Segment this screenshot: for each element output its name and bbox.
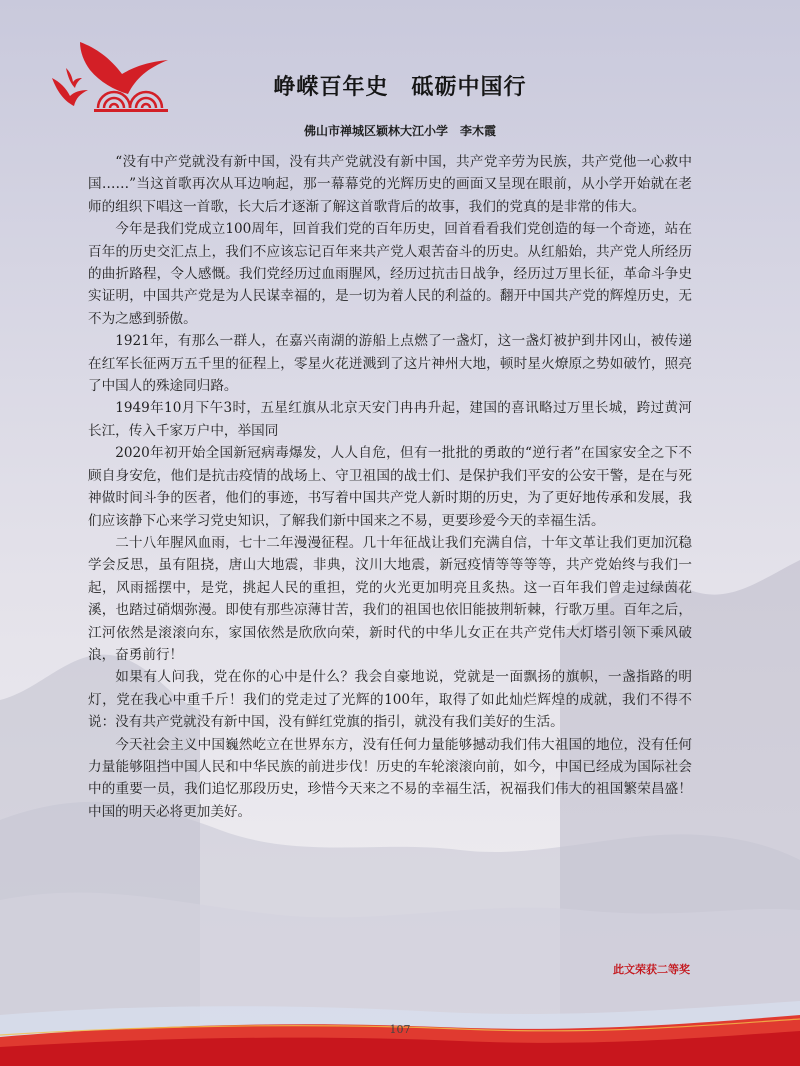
page-number: 107 bbox=[389, 1023, 411, 1036]
paragraph: 如果有人问我，党在你的心中是什么？我会自豪地说，党就是一面飘扬的旗帜，一盏指路的明灯，党在我心中重千斤！我们的党走过了光辉的100年，取得了如此灿烂辉煌的成就，我们不得不说：没有共产党就没有新中国，没有鲜红党旗的指引，就没有我们美好的生活。 bbox=[88, 669, 692, 731]
paragraph: 1949年10月下午3时，五星红旗从北京天安门冉冉升起，建国的喜讯略过万里长城，跨过黄河长江，传入千家万户中，举国同 bbox=[88, 400, 692, 439]
paragraph: 今天社会主义中国巍然屹立在世界东方，没有任何力量能够撼动我们伟大祖国的地位，没有任何力量能够阻挡中国人民和中华民族的前进步伐！历史的车轮滚滚向前，如今，中国已经成为国际社会中的重要一员，我们追忆那段历史，珍惜今天来之不易的幸福生活，祝福我们伟大的祖国繁荣昌盛！中国的明天必将更加美好。 bbox=[88, 736, 692, 820]
paragraph: 今年是我们党成立100周年，回首我们党的百年历史，回首看看我们党创造的每一个奇迹，站在百年的历史交汇点上，我们不应该忘记百年来共产党人艰苦奋斗的历史。从红船始，共产党人所经历的曲折路程，令人感慨。我们党经历过血雨腥风，经历过抗击日战争，经历过万里长征，革命斗争史实证明，中国共产党是为人民谋幸福的，是一切为着人民的利益的。翻开中国共产党的辉煌历史，无不为之感到骄傲。 bbox=[88, 221, 692, 327]
red-wave-band bbox=[0, 975, 800, 1066]
article-title: 峥嵘百年史 砥砺中国行 bbox=[273, 75, 527, 100]
author-byline: 佛山市禅城区颖林大江小学 李木霞 bbox=[303, 124, 496, 138]
paragraph: 1921年，有那么一群人，在嘉兴南湖的游船上点燃了一盏灯，这一盏灯被护到井冈山，被传递在红军长征两万五千里的征程上，零星火花迸溅到了这片神州大地，顿时星火燎原之势如破竹，照亮了中国人的殊途同归路。 bbox=[88, 333, 692, 395]
paragraph: “没有中产党就没有新中国，没有共产党就没有新中国，共产党辛劳为民族，共产党他一心救中国……”当这首歌再次从耳边响起，那一幕幕党的光辉历史的画面又呈现在眼前，从小学开始就在老师的组织下唱这一首歌，长大后才逐渐了解这首歌背后的故事，我们的党真的是非常的伟大。 bbox=[88, 154, 692, 215]
article-body bbox=[88, 151, 692, 823]
award-note: 此文荣获二等奖 bbox=[613, 963, 690, 976]
paragraph: 二十八年腥风血雨，七十二年漫漫征程。几十年征战让我们充满自信，十年文革让我们更加沉稳学会反思，虽有阻挠，唐山大地震，非典，汶川大地震，新冠疫情等等等等，共产党始终与我们一起，风雨摇摆中，是党，挑起人民的重担，党的火光更加明亮且炙热。这一百年我们曾走过绿茵花溪，也踏过硝烟弥漫。即使有那些凉薄甘苦，我们的祖国也依旧能披荆斩棘，行歌万里。百年之后，江河依然是滚滚向东，家国依然是欣欣向荣，新时代的中华儿女正在共产党伟大灯塔引领下乘风破浪，奋勇前行！ bbox=[88, 534, 692, 663]
paragraph: 2020年初开始全国新冠病毒爆发，人人自危，但有一批批的勇敢的“逆行者”在国家安全之下不顾自身安危，他们是抗击疫情的战场上、守卫祖国的战士们、是保护我们平安的公安干警，是在与死神做时间斗争的医者，他们的事迹，书写着中国共产党人新时期的历史，为了更好地传承和发展，我们应该静下心来学习党史知识，了解我们新中国来之不易，更要珍爱今天的幸福生活。 bbox=[88, 445, 692, 529]
